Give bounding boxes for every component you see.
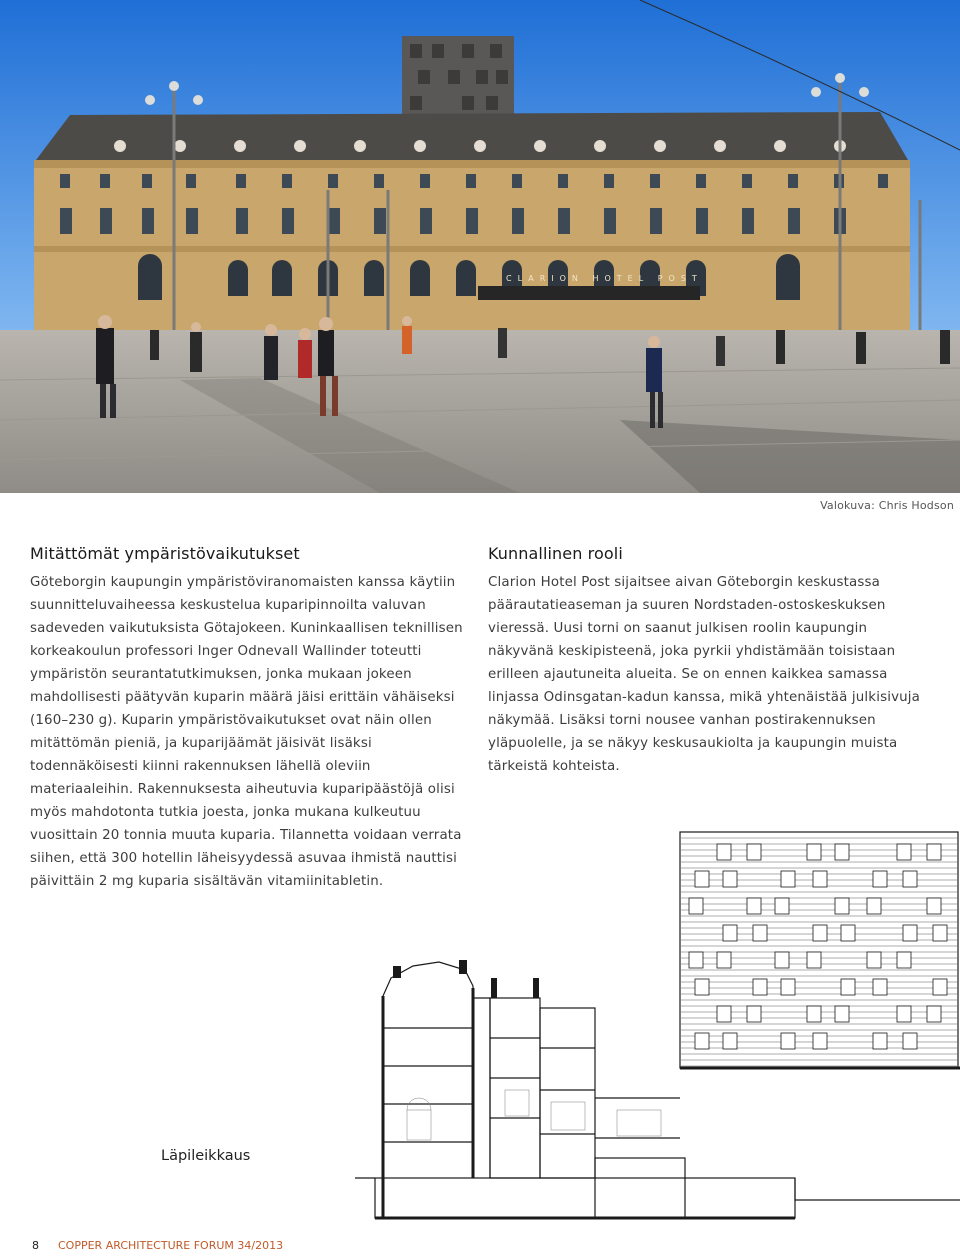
right-paragraph: Clarion Hotel Post sijaitsee aivan Göteborgin keskustassa päärautatieaseman ja suuren Nordstaden-ostoskeskuksen vieressä. Uusi torni on saanut julkisen roolin kaupungin näkyvänä keskipisteenä, joka pyrkii yhdistämään toisistaan erilleen ajautuneita alueita. Se on ennen kaikkea samassa linjassa Odinsgatan-kadun kanssa, mikä yhtenäistää julkisivuja näkymää. Lisäksi torni nousee vanhan postirakennuksen yläpuolelle, ja se näkyy keskusaukiolta ja kaupungin muista tärkeistä kohteista. [488,575,920,774]
publication-name: COPPER ARCHITECTURE FORUM 34/2013 [58,1239,284,1252]
canopy [478,286,700,300]
left-heading: Mitättömät ympäristövaikutukset [30,544,300,563]
tower [402,36,514,120]
roof [36,112,908,160]
photo-caption: Valokuva: Chris Hodson [820,499,954,512]
section-drawing [355,828,960,1248]
old-building [355,962,960,1218]
page-number: 8 [32,1239,39,1252]
section-cuts [375,988,960,1218]
hotel-sign: CLARION HOTEL POST [506,274,703,283]
left-paragraph: Göteborgin kaupungin ympäristöviranomaisten kanssa käytiin suunnitteluvaiheessa keskustelua kuparipinnoilta valuvan sadeveden vaikutuksista Götajokeen. Kuninkaallisen teknillisen korkeakoulun professori Inger Odnevall Wallinder toteutti ympäristön seurantatutkimuksen, jonka mukaan jokeen mahdollisesti päätyvän kuparin määrä jäisi erittäin vähäiseksi (160–230 g). Kuparin ympäristövaikutukset ovat näin ollen mitättömän pieniä, ja kuparijäämät jäisivät lisäksi todennäköisesti kiinni rakennuksen lähellä oleviin materiaaleihin. Rakennuksesta aiheutuvia kuparipäästöjä olisi myös mahdotonta tutkia joesta, jonka mukana kulkeutuu vuosittain 20 tonnia muuta kuparia. Tilannetta voidaan verrata siihen, että 300 hotellin läheisyydessä asuvaa ihmistä nauttisi päivittäin 2 mg kuparia sisältävän vitamiinitabletin. [30,575,463,889]
footer [32,1239,283,1252]
section-label: Läpileikkaus [161,1148,251,1164]
right-heading: Kunnallinen rooli [488,544,623,563]
right-column [488,544,928,778]
hotel-photo [0,0,960,493]
